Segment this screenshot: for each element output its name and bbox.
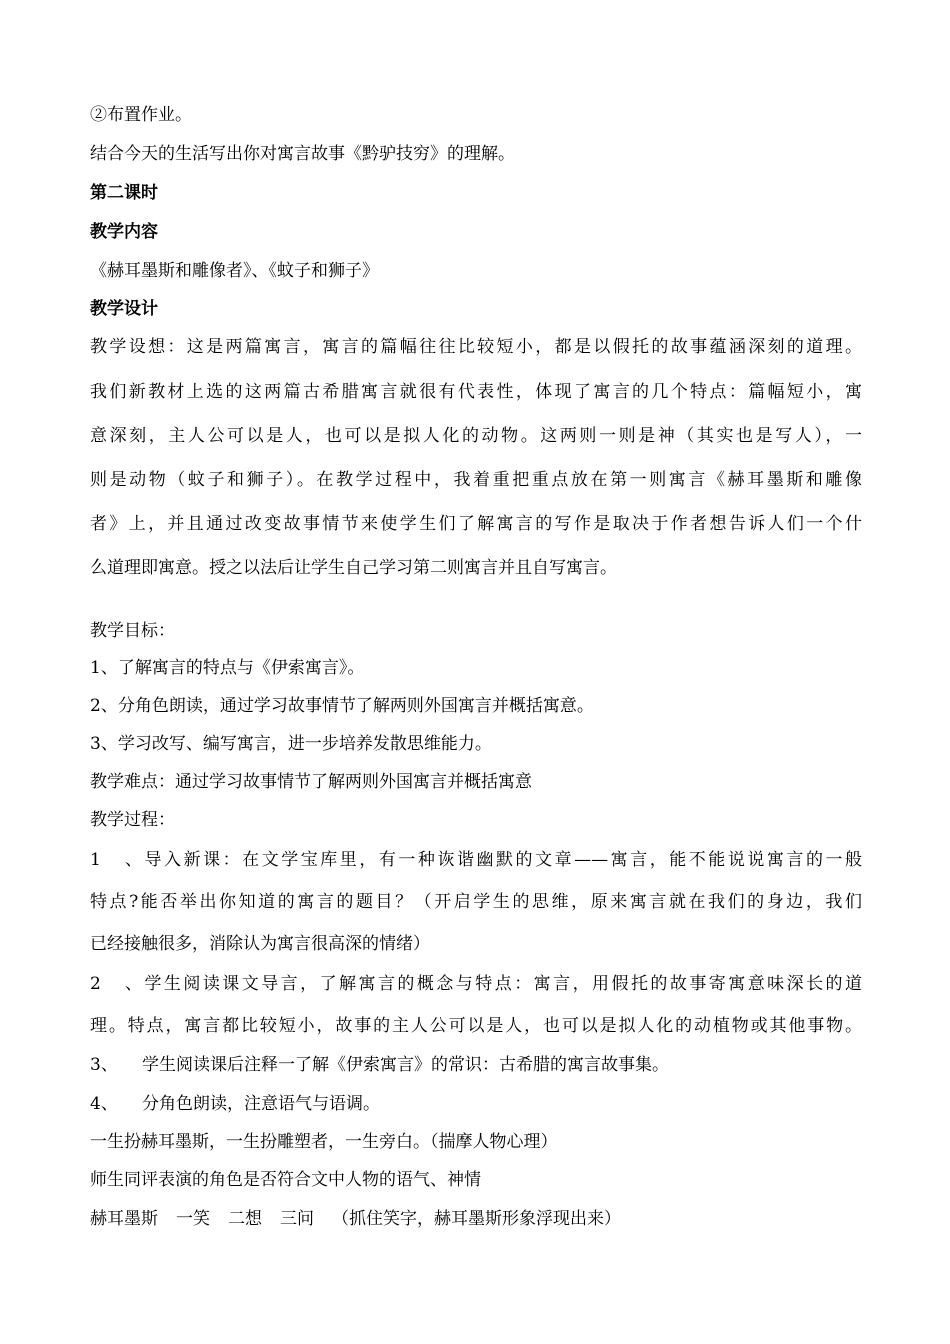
summary-part: 三问 [280,1209,314,1229]
summary-part: 二想 [228,1209,262,1229]
text-line-evaluation: 师生同评表演的角色是否符合文中人物的语气、神情 [90,1170,481,1190]
summary-part: （抓住笑字，赫耳墨斯形象浮现出来） [332,1209,621,1229]
paragraph-design-line-3: 意深刻，主人公可以是人，也可以是拟人化的动物。这两则一则是神（其实也是写人），一 [90,426,862,446]
process-step-3 [90,1054,669,1076]
paragraph-design-line-1: 教学设想：这是两篇寓言，寓言的篇幅往往比较短小，都是以假托的故事蕴涵深刻的道理。 [90,337,862,357]
text-line-role-play: 一生扮赫耳墨斯，一生扮雕塑者，一生旁白。（揣摩人物心理） [90,1132,558,1152]
step-text: 学生阅读课后注释一了解《伊索寓言》的常识：古希腊的寓言故事集。 [142,1055,669,1075]
paragraph-design-line-4: 则是动物（蚊子和狮子）。在教学过程中，我着重把重点放在第一则寓言《赫耳墨斯和雕像 [90,470,862,490]
process-step-2-line-2: 理。特点，寓言都比较短小，故事的主人公可以是人，也可以是拟人化的动植物或其他事物。 [90,1016,862,1036]
step-text: 学生阅读课文导言，了解寓言的概念与特点：寓言，用假托的故事寄寓意味深长的道 [142,974,862,994]
text-line-homework-detail: 结合今天的生活写出你对寓言故事《黔驴技穷》的理解。 [90,144,515,164]
summary-part: 一笑 [176,1209,210,1229]
paragraph-design-line-2: 我们新教材上选的这两篇古希腊寓言就很有代表性，体现了寓言的几个特点：篇幅短小，寓 [90,382,862,402]
process-step-1-line-1 [90,849,862,871]
step-number: 4、 [90,1094,118,1114]
text-line-process-label: 教学过程： [90,810,175,830]
text-line-objectives-label: 教学目标： [90,621,175,641]
objective-item-3: 3、学习改写、编写寓言，进一步培养发散思维能力。 [90,734,492,754]
step-text: 导入新课：在文学宝库里，有一种诙谐幽默的文章——寓言，能不能说说寓言的一般 [142,850,862,870]
heading-teaching-design: 教学设计 [90,299,158,319]
text-line-hermes-summary [90,1208,621,1230]
paragraph-design-line-5: 者》上，并且通过改变故事情节来使学生们了解寓言的写作是取决于作者想告诉人们一个什 [90,514,862,534]
process-step-1-line-2: 特点?能否举出你知道的寓言的题目？（开启学生的思维，原来寓言就在我们的身边，我们 [90,892,862,912]
text-line-assign-homework: ②布置作业。 [90,105,192,125]
objective-item-1: 1、了解寓言的特点与《伊索寓言》。 [90,658,365,678]
step-number: 1、 [90,850,142,870]
process-step-1-line-3: 已经接触很多，消除认为寓言很高深的情绪） [90,934,430,954]
step-number: 2、 [90,974,142,994]
objective-item-2: 2、分角色朗读，通过学习故事情节了解两则外国寓言并概括寓意。 [90,696,594,716]
process-step-2-line-1 [90,973,862,995]
heading-second-lesson: 第二课时 [90,183,158,203]
step-number: 3、 [90,1055,118,1075]
paragraph-design-line-6: 么道理即寓意。授之以法后让学生自己学习第二则寓言并且自写寓言。 [90,558,617,578]
heading-teaching-content: 教学内容 [90,222,158,242]
text-line-difficulty: 教学难点：通过学习故事情节了解两则外国寓言并概括寓意 [90,772,532,792]
process-step-4 [90,1093,380,1115]
summary-part: 赫耳墨斯 [90,1209,158,1229]
text-line-lesson-titles: 《赫耳墨斯和雕像者》、《蚊子和狮子》 [90,261,379,281]
step-text: 分角色朗读，注意语气与语调。 [142,1094,380,1114]
